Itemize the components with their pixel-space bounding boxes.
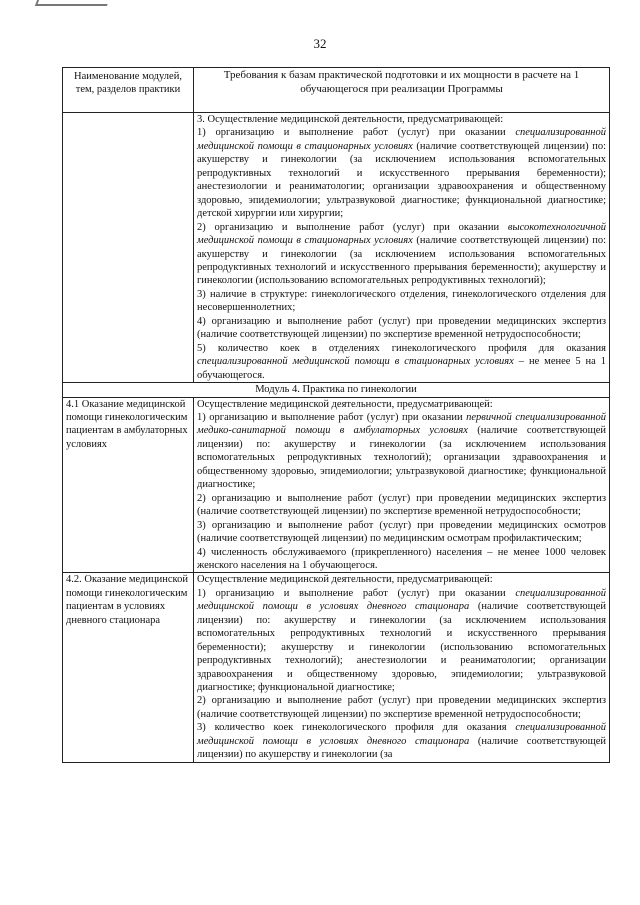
text-run: 3) организацию и выполнение работ (услуг) при проведении медицинских осмотров (наличие соответствующей лицензии) по медицинским осмотрам профилактическим; xyxy=(197,519,606,545)
italic-phrase: высокотехнологичной медицинской помощи в стационарных условиях xyxy=(197,221,606,247)
italic-phrase: специализированной медицинской помощи в стационарных условиях xyxy=(197,356,514,368)
row-requirements-cell xyxy=(194,397,610,573)
requirement-item xyxy=(197,694,606,721)
text-run: (наличие соответствующей лицензии) по: акушерству и гинекологии (за исключением использования вспомогательных репродуктивных технологий и искусственного прерывания беременности); акушерству и гинекологии (использованию вспомогательных репродуктивных технологий); xyxy=(197,235,607,287)
requirement-item xyxy=(197,519,606,546)
requirement-item xyxy=(197,721,606,761)
requirement-item xyxy=(197,221,606,288)
text-run: 4) организацию и выполнение работ (услуг) при проведении медицинских экспертиз (наличие соответствующей лицензии) по экспертизе временной нетрудоспособности; xyxy=(197,315,606,341)
table-row xyxy=(63,113,610,383)
requirement-item xyxy=(197,546,606,573)
text-run: – не менее 5 на 1 обучающегося. xyxy=(197,356,606,381)
italic-phrase: первичной специализированной медико-санитарной помощи в амбулаторных условиях xyxy=(197,411,606,437)
table-row xyxy=(63,573,610,762)
page-number: 32 xyxy=(313,36,327,51)
scan-edge-mark xyxy=(35,0,109,6)
text-run: 2) организацию и выполнение работ (услуг) при оказании xyxy=(197,221,508,233)
text-run: (наличие соответствующей лицензии) по: акушерству и гинекологии (за исключением использования вспомогательных репродуктивных технологий и искусственного прерывания беременности); анестезиологии и реаниматологии; организации здравоохранения и общественному здоровью, эпидемиологии; ультразвуковой диагностике; функциональной диагностике; детской хирургии или хирургии; xyxy=(197,140,607,220)
header-module-name: Наименование модулей, тем, разделов практики xyxy=(63,68,194,113)
row-requirements-cell xyxy=(194,113,610,383)
requirement-item xyxy=(197,126,606,220)
italic-phrase: специализированной медицинской помощи в условиях дневного стационара xyxy=(197,587,606,613)
italic-phrase: специализированной медицинской помощи в стационарных условиях xyxy=(197,127,606,152)
requirements-intro: Осуществление медицинской деятельности, предусматривающей: xyxy=(197,574,493,586)
practice-requirements-table xyxy=(62,67,610,763)
text-run: 4) численность обслуживаемого (прикрепленного) населения – не менее 1000 человек женского населения на 1 обучающегося. xyxy=(197,546,606,571)
text-run: 2) организацию и выполнение работ (услуг) при проведении медицинских экспертиз (наличие соответствующей лицензии) по экспертизе временной нетрудоспособности; xyxy=(197,695,606,720)
text-run: (наличие соответствующей лицензии) по: акушерству и гинекологии (за исключением использования вспомогательных репродуктивных технологий); организации здравоохранения и общественному здоровью, эпидемиологии; ультразвуковой диагностике; функциональной диагностике; xyxy=(197,425,607,491)
header-requirements: Требования к базам практической подготовки и их мощности в расчете на 1 обучающегося при реализации Программы xyxy=(194,68,610,113)
italic-phrase: специализированной медицинской помощи в условиях дневного стационара xyxy=(197,722,606,747)
requirements-intro: 3. Осуществление медицинской деятельности, предусматривающей: xyxy=(197,114,504,125)
requirement-item xyxy=(197,492,606,519)
text-run: (наличие соответствующей лицензии) по акушерству и гинекологии (за xyxy=(197,735,606,761)
text-run: 1) организацию и выполнение работ (услуг) при оказании xyxy=(197,127,516,139)
text-run: 5) количество коек в отделениях гинекологического профиля для оказания xyxy=(197,342,606,354)
requirement-item xyxy=(197,342,606,382)
module-title-row xyxy=(63,383,610,397)
text-run: 3) наличие в структуре: гинекологического отделения, гинекологического отделения для несовершеннолетних; xyxy=(197,288,606,314)
requirement-item xyxy=(197,587,606,695)
topic-4-2-name: 4.2. Оказание медицинской помощи гинекологическим пациентам в условиях дневного стационара xyxy=(63,573,194,762)
requirements-intro: Осуществление медицинской деятельности, предусматривающей: xyxy=(197,398,493,410)
row-name-cell xyxy=(63,113,194,383)
text-run: 1) организацию и выполнение работ (услуг) при оказании xyxy=(197,587,516,599)
requirement-item xyxy=(197,411,606,492)
module-4-title: Модуль 4. Практика по гинекологии xyxy=(63,383,610,397)
text-run: 3) количество коек гинекологического профиля для оказания xyxy=(197,722,516,734)
requirement-item xyxy=(197,315,606,342)
table-row xyxy=(63,397,610,573)
text-run: (наличие соответствующей лицензии) по: акушерству и гинекологии (за исключением использования вспомогательных репродуктивных технологий и искусственного прерывания беременности); акушерству и гинекологии (использованию вспомогательных репродуктивных технологий); анестезиологии и реаниматологии; организации здравоохранения и общественному здоровью, эпидемиологии; ультразвуковой диагностике; функциональной диагностике; xyxy=(197,601,606,694)
table-header-row xyxy=(63,68,610,113)
row-requirements-cell xyxy=(194,573,610,762)
text-run: 2) организацию и выполнение работ (услуг) при проведении медицинских экспертиз (наличие соответствующей лицензии) по экспертизе временной нетрудоспособности; xyxy=(197,492,606,518)
requirement-item xyxy=(197,288,606,315)
topic-4-1-name: 4.1 Оказание медицинской помощи гинекологическим пациентам в амбулаторных условиях xyxy=(63,397,194,573)
text-run: 1) организацию и выполнение работ (услуг) при оказании xyxy=(197,411,467,423)
